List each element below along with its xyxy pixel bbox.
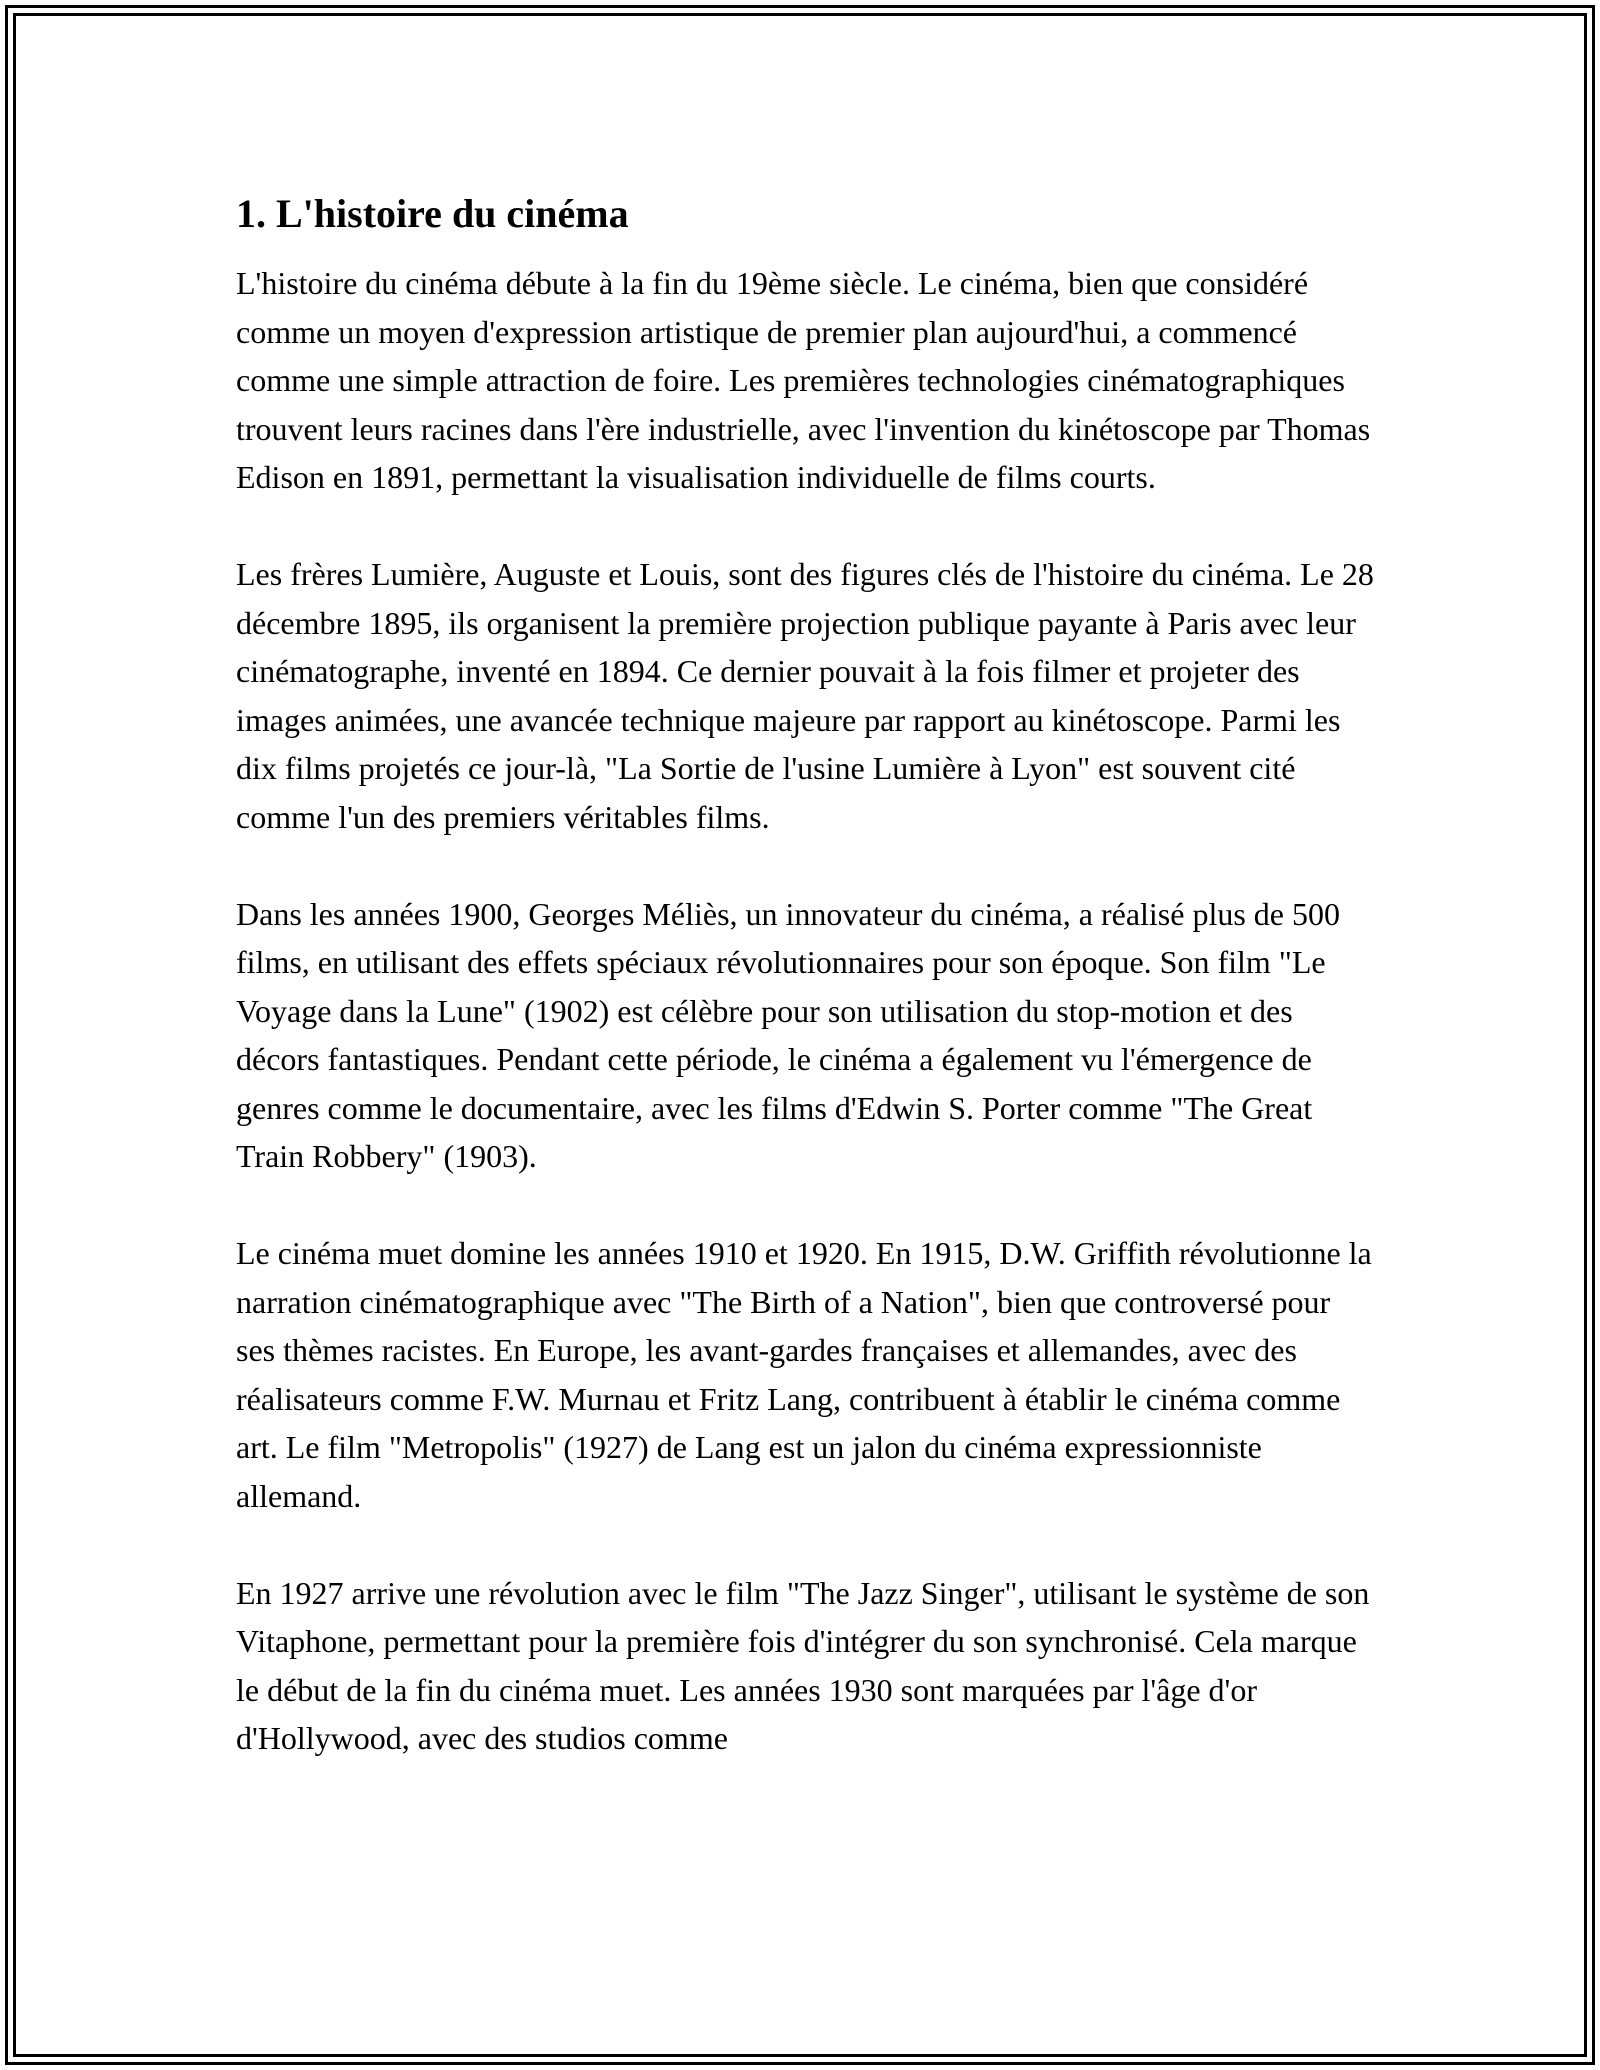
section-heading: 1. L'histoire du cinéma xyxy=(236,191,629,236)
paragraph-origins: L'histoire du cinéma débute à la fin du 19ème siècle. Le cinéma, bien que considéré comme un moyen d'expression artistique de premier plan aujourd'hui, a commencé comme une simple attraction de foire. Les premières technologies cinématographiques trouvent leurs racines dans l'ère industrielle, avec l'invention du kinétoscope par Thomas Edison en 1891, permettant la visualisation individuelle de films courts. xyxy=(236,265,1371,495)
paragraph-sound-era: En 1927 arrive une révolution avec le film "The Jazz Singer", utilisant le système de son Vitaphone, permettant pour la première fois d'intégrer du son synchronisé. Cela marque le début de la fin du cinéma muet. Les années 1930 sont marquées par l'âge d'or d'Hollywood, avec des studios comme xyxy=(236,1574,1370,1756)
document-body xyxy=(236,186,1376,1763)
paragraph-melies: Dans les années 1900, Georges Méliès, un innovateur du cinéma, a réalisé plus de 500 films, en utilisant des effets spéciaux révolutionnaires pour son époque. Son film "Le Voyage dans la Lune" (1902) est célèbre pour son utilisation du stop-motion et des décors fantastiques. Pendant cette période, le cinéma a également vu l'émergence de genres comme le documentaire, avec les films d'Edwin S. Porter comme "The Great Train Robbery" (1903). xyxy=(236,895,1340,1174)
paragraph-lumiere: Les frères Lumière, Auguste et Louis, sont des figures clés de l'histoire du cinéma. Le 28 décembre 1895, ils organisent la première projection publique payante à Paris avec leur cinématographe, inventé en 1894. Ce dernier pouvait à la fois filmer et projeter des images animées, une avancée technique majeure par rapport au kinétoscope. Parmi les dix films projetés ce jour-là, "La Sortie de l'usine Lumière à Lyon" est souvent cité comme l'un des premiers véritables films. xyxy=(236,556,1374,835)
paragraph-silent-era: Le cinéma muet domine les années 1910 et 1920. En 1915, D.W. Griffith révolutionne la narration cinématographique avec "The Birth of a Nation", bien que controversé pour ses thèmes racistes. En Europe, les avant-gardes françaises et allemandes, avec des réalisateurs comme F.W. Murnau et Fritz Lang, contribuent à établir le cinéma comme art. Le film "Metropolis" (1927) de Lang est un jalon du cinéma expressionniste allemand. xyxy=(236,1235,1372,1514)
